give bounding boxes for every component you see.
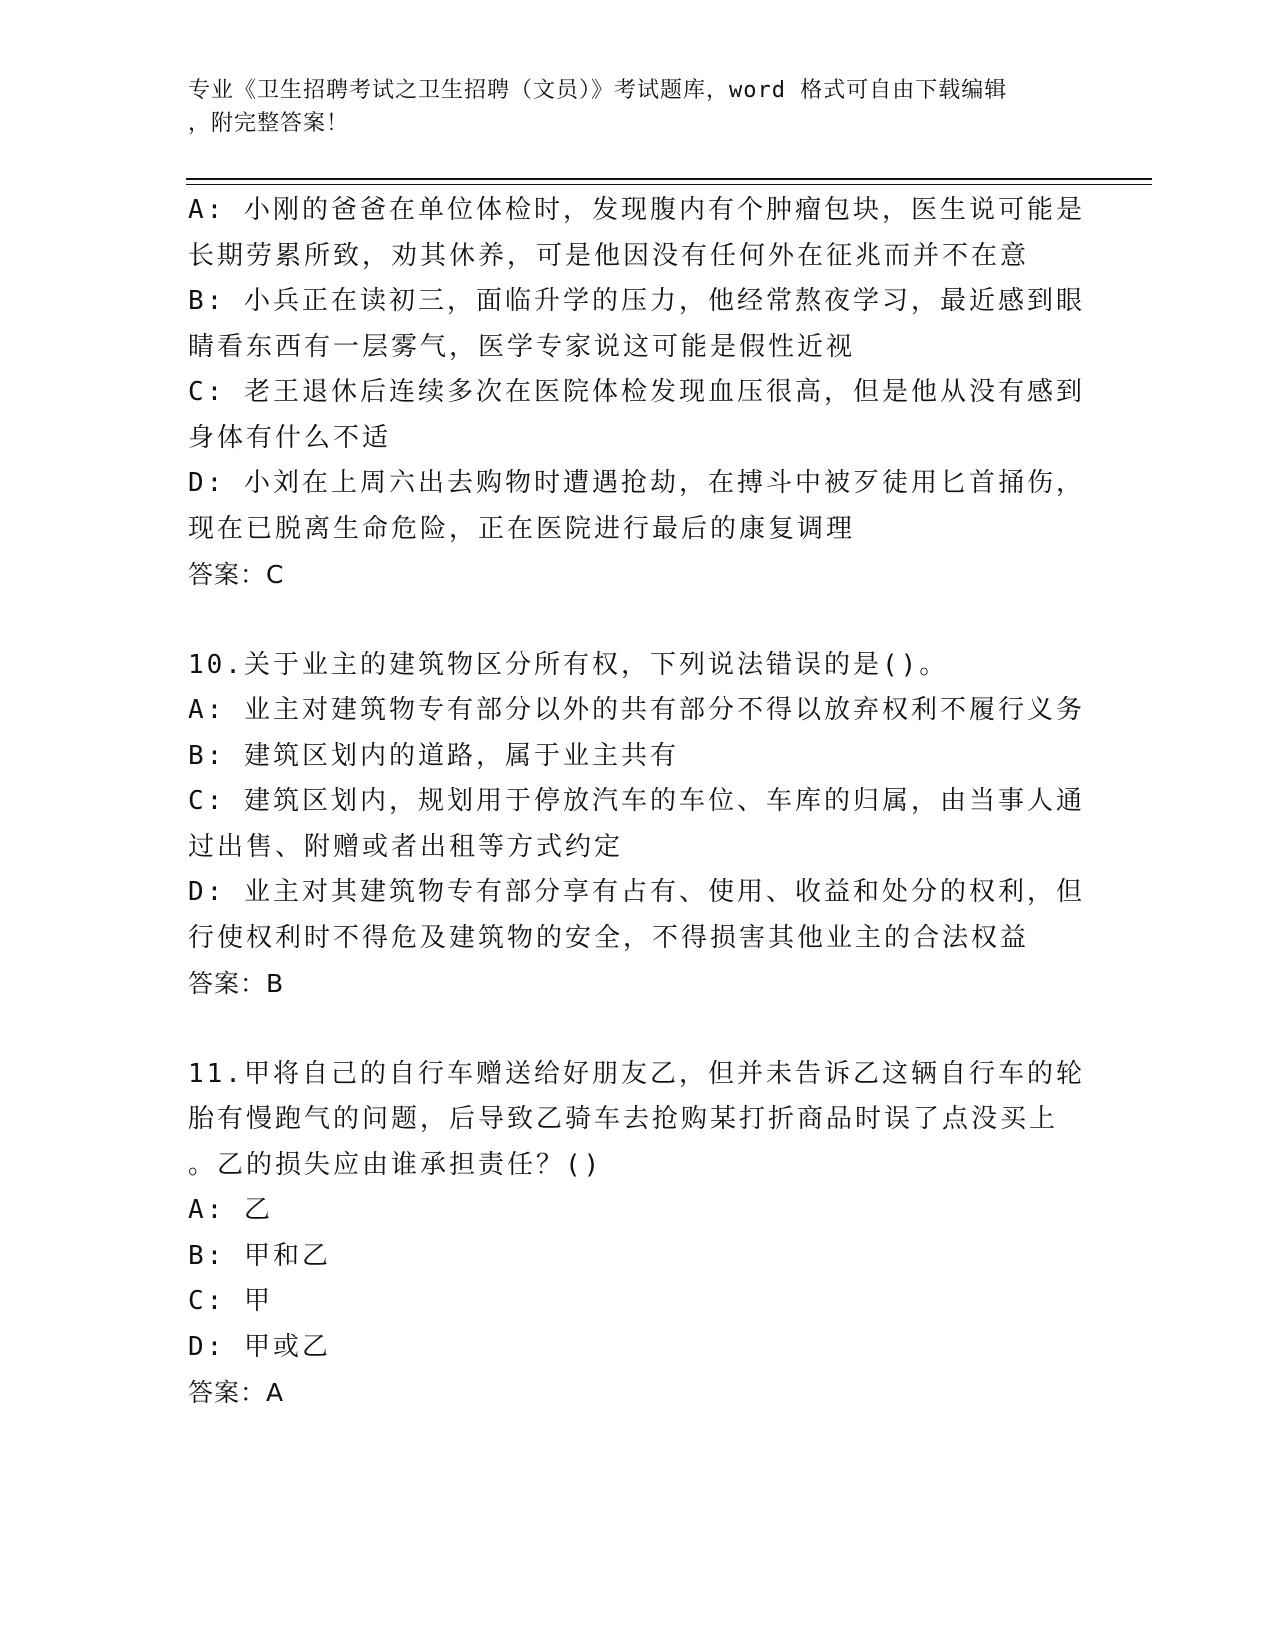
stem-line: 11.甲将自己的自行车赠送给好朋友乙，但并未告诉乙这辆自行车的轮	[188, 1058, 1085, 1089]
question-10-answer: 答案：B	[188, 969, 285, 998]
option-line: 身体有什么不适	[188, 422, 392, 453]
question-spacer	[188, 598, 1088, 643]
option-line: 长期劳累所致，劝其休养，可是他因没有任何外在征兆而并不在意	[188, 240, 1030, 271]
question-spacer	[188, 1007, 1088, 1052]
option-line: D: 业主对其建筑物专有部分享有占有、使用、收益和处分的权利，但	[188, 877, 1085, 907]
question-11-answer: 答案：A	[188, 1378, 285, 1407]
stem-line: 。乙的损失应由谁承担责任？()	[188, 1149, 603, 1180]
question-11-stem	[188, 1052, 1088, 1189]
question-10-option-a	[188, 688, 1088, 734]
question-10-stem: 10.关于业主的建筑物区分所有权，下列说法错误的是()。	[188, 649, 949, 680]
question-9	[188, 188, 1088, 598]
question-list	[188, 188, 1088, 1416]
header-line-1: 专业《卫生招聘考试之卫生招聘（文员）》考试题库，word 格式可自由下载编辑	[188, 78, 1008, 103]
option-line: D: 小刘在上周六出去购物时遭遇抢劫，在搏斗中被歹徒用匕首捅伤，	[188, 468, 1085, 498]
header-divider-thick	[186, 178, 1152, 180]
question-10	[188, 643, 1088, 1007]
document-header	[188, 74, 1088, 140]
option-line: 过出售、附赠或者出租等方式约定	[188, 831, 624, 862]
question-9-option-c	[188, 370, 1088, 461]
stem-line: 胎有慢跑气的问题，后导致乙骑车去抢购某打折商品时误了点没买上	[188, 1104, 1059, 1134]
question-9-option-a	[188, 188, 1088, 279]
option-line: B: 小兵正在读初三，面临升学的压力，他经常熬夜学习，最近感到眼	[188, 286, 1085, 316]
option-line: 行使权利时不得危及建筑物的安全，不得损害其他业主的合法权益	[188, 922, 1030, 953]
option-line: C: 建筑区划内，规划用于停放汽车的车位、车库的归属，由当事人通	[188, 786, 1085, 816]
question-10-option-b	[188, 734, 1088, 780]
option-line: B: 建筑区划内的道路，属于业主共有	[188, 740, 679, 771]
question-9-option-d	[188, 461, 1088, 552]
question-11-option-b: B: 甲和乙	[188, 1240, 331, 1271]
option-line: 睛看东西有一层雾气，医学专家说这可能是假性近视	[188, 331, 856, 362]
option-line: 现在已脱离生命危险，正在医院进行最后的康复调理	[188, 513, 856, 544]
question-9-option-b	[188, 279, 1088, 370]
header-line-2: ，附完整答案！	[188, 111, 350, 136]
question-11-option-c: C: 甲	[188, 1286, 273, 1316]
question-11-option-a: A: 乙	[188, 1195, 273, 1225]
option-line: A: 业主对建筑物专有部分以外的共有部分不得以放弃权利不履行义务	[188, 695, 1085, 725]
question-10-option-d	[188, 870, 1088, 961]
question-11	[188, 1052, 1088, 1416]
option-line: C: 老王退休后连续多次在医院体检发现血压很高，但是他从没有感到	[188, 377, 1085, 407]
option-line: A: 小刚的爸爸在单位体检时，发现腹内有个肿瘤包块，医生说可能是	[188, 195, 1085, 225]
header-divider-thin	[186, 184, 1152, 185]
question-10-option-c	[188, 779, 1088, 870]
question-9-answer: 答案：C	[188, 560, 285, 589]
question-11-option-d: D: 甲或乙	[188, 1331, 331, 1362]
